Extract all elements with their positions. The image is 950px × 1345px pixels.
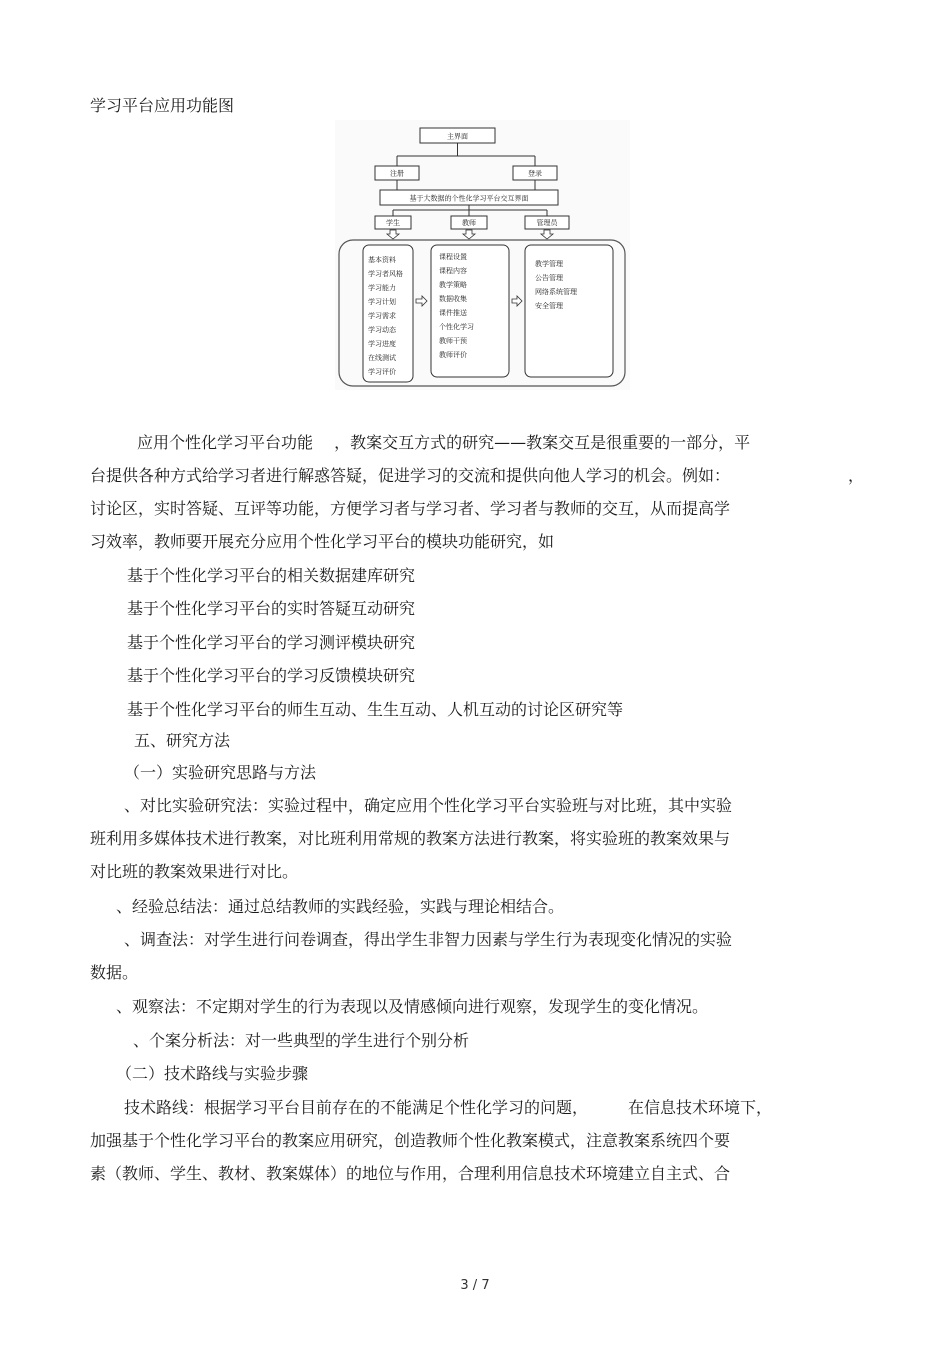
list-item: 在线测试 — [368, 354, 396, 362]
list-item: 学习进度 — [368, 340, 396, 348]
list-item: 公告管理 — [535, 274, 563, 282]
section-heading: 五、研究方法 — [134, 731, 231, 750]
list-item: 基于个性化学习平台的实时答疑互动研究 — [127, 599, 416, 618]
role-student-box — [375, 216, 411, 229]
list-item: 基于个性化学习平台的学习测评模块研究 — [127, 633, 416, 652]
paragraph-comma: ， — [848, 466, 865, 485]
list-item: 网络系统管理 — [535, 288, 577, 296]
register-box — [375, 166, 419, 180]
list-item: 基于个性化学习平台的师生互动、生生互动、人机互动的讨论区研究等 — [127, 700, 624, 719]
list-item: 学习计划 — [368, 298, 396, 306]
paragraph-line: 讨论区，实时答疑、互评等功能，方便学习者与学习者、学习者与教师的交互，从而提高学 — [90, 499, 731, 518]
paragraph-line: 数据。 — [90, 963, 139, 982]
role-admin-box — [525, 216, 569, 229]
main-interface-label: 主界面 — [447, 132, 468, 141]
role-student-label: 学生 — [386, 219, 400, 227]
list-item: 课件推送 — [439, 309, 467, 317]
list-item: 数据收集 — [439, 295, 467, 303]
paragraph-line: 、个案分析法：对一些典型的学生进行个别分析 — [133, 1031, 470, 1050]
register-label: 注册 — [390, 169, 404, 178]
paragraph-line: 、对比实验研究法：实验过程中，确定应用个性化学习平台实验班与对比班，其中实验 — [124, 796, 733, 815]
list-item: 课程设置 — [439, 253, 467, 261]
platform-function-diagram — [335, 120, 630, 390]
paragraph-line: 加强基于个性化学习平台的教案应用研究，创造教师个性化教案模式，注意教案系统四个要 — [90, 1131, 731, 1150]
list-item: 学习评价 — [368, 368, 396, 376]
main-interface-box — [420, 128, 495, 143]
paragraph-line: 、调查法：对学生进行问卷调查，得出学生非智力因素与学生行为表现变化情况的实验 — [124, 930, 733, 949]
paragraph-line: 台提供各种方式给学习者进行解惑答疑，促进学习的交流和提供向他人学习的机会。例如： — [90, 466, 731, 485]
role-admin-label: 管理员 — [536, 219, 558, 227]
paragraph-line: 技术路线：根据学习平台目前存在的不能满足个性化学习的问题， 在信息技术环境下， — [124, 1098, 773, 1117]
interaction-interface-box — [380, 190, 558, 205]
subsection-heading: （二）技术路线与实验步骤 — [116, 1064, 309, 1083]
role-teacher-box — [451, 216, 487, 229]
interaction-interface-label: 基于大数据的个性化学习平台交互界面 — [409, 194, 529, 203]
list-item: 教学策略 — [439, 281, 467, 289]
list-item: 学习者风格 — [368, 270, 403, 278]
paragraph-line: 习效率，教师要开展充分应用个性化学习平台的模块功能研究，如 — [90, 532, 555, 551]
figure-title: 学习平台应用功能图 — [90, 96, 235, 115]
paragraph-line: 、观察法：不定期对学生的行为表现以及情感倾向进行观察，发现学生的变化情况。 — [116, 997, 709, 1016]
login-label: 登录 — [528, 169, 542, 178]
list-item: 基于个性化学习平台的相关数据建库研究 — [127, 566, 416, 585]
list-item: 安全管理 — [535, 302, 563, 310]
paragraph-line: 对比班的教案效果进行对比。 — [90, 862, 299, 881]
role-teacher-label: 教师 — [462, 219, 476, 227]
list-item: 基于个性化学习平台的学习反馈模块研究 — [127, 666, 416, 685]
login-box — [513, 166, 557, 180]
list-item: 教学管理 — [535, 260, 563, 268]
paragraph-line: 应用个性化学习平台功能 ，教案交互方式的研究——教案交互是很重要的一部分，平 — [137, 433, 751, 452]
paragraph-line: 班利用多媒体技术进行教案，对比班利用常规的教案方法进行教案，将实验班的教案效果与 — [90, 829, 731, 848]
list-item: 学习动态 — [368, 326, 396, 334]
subsection-heading: （一）实验研究思路与方法 — [124, 763, 317, 782]
paragraph-line: 素（教师、学生、教材、教案媒体）的地位与作用，合理利用信息技术环境建立自主式、合 — [90, 1164, 731, 1183]
list-item: 课程内容 — [439, 267, 467, 275]
page-number: 3 / 7 — [460, 1278, 490, 1293]
list-item: 教师评价 — [439, 351, 467, 359]
list-item: 学习能力 — [368, 284, 396, 292]
list-item: 学习需求 — [368, 312, 396, 320]
list-item: 教师干预 — [439, 337, 467, 345]
list-item: 基本资料 — [368, 256, 396, 264]
list-item: 个性化学习 — [439, 323, 474, 331]
paragraph-line: 、经验总结法：通过总结教师的实践经验，实践与理论相结合。 — [116, 897, 565, 916]
